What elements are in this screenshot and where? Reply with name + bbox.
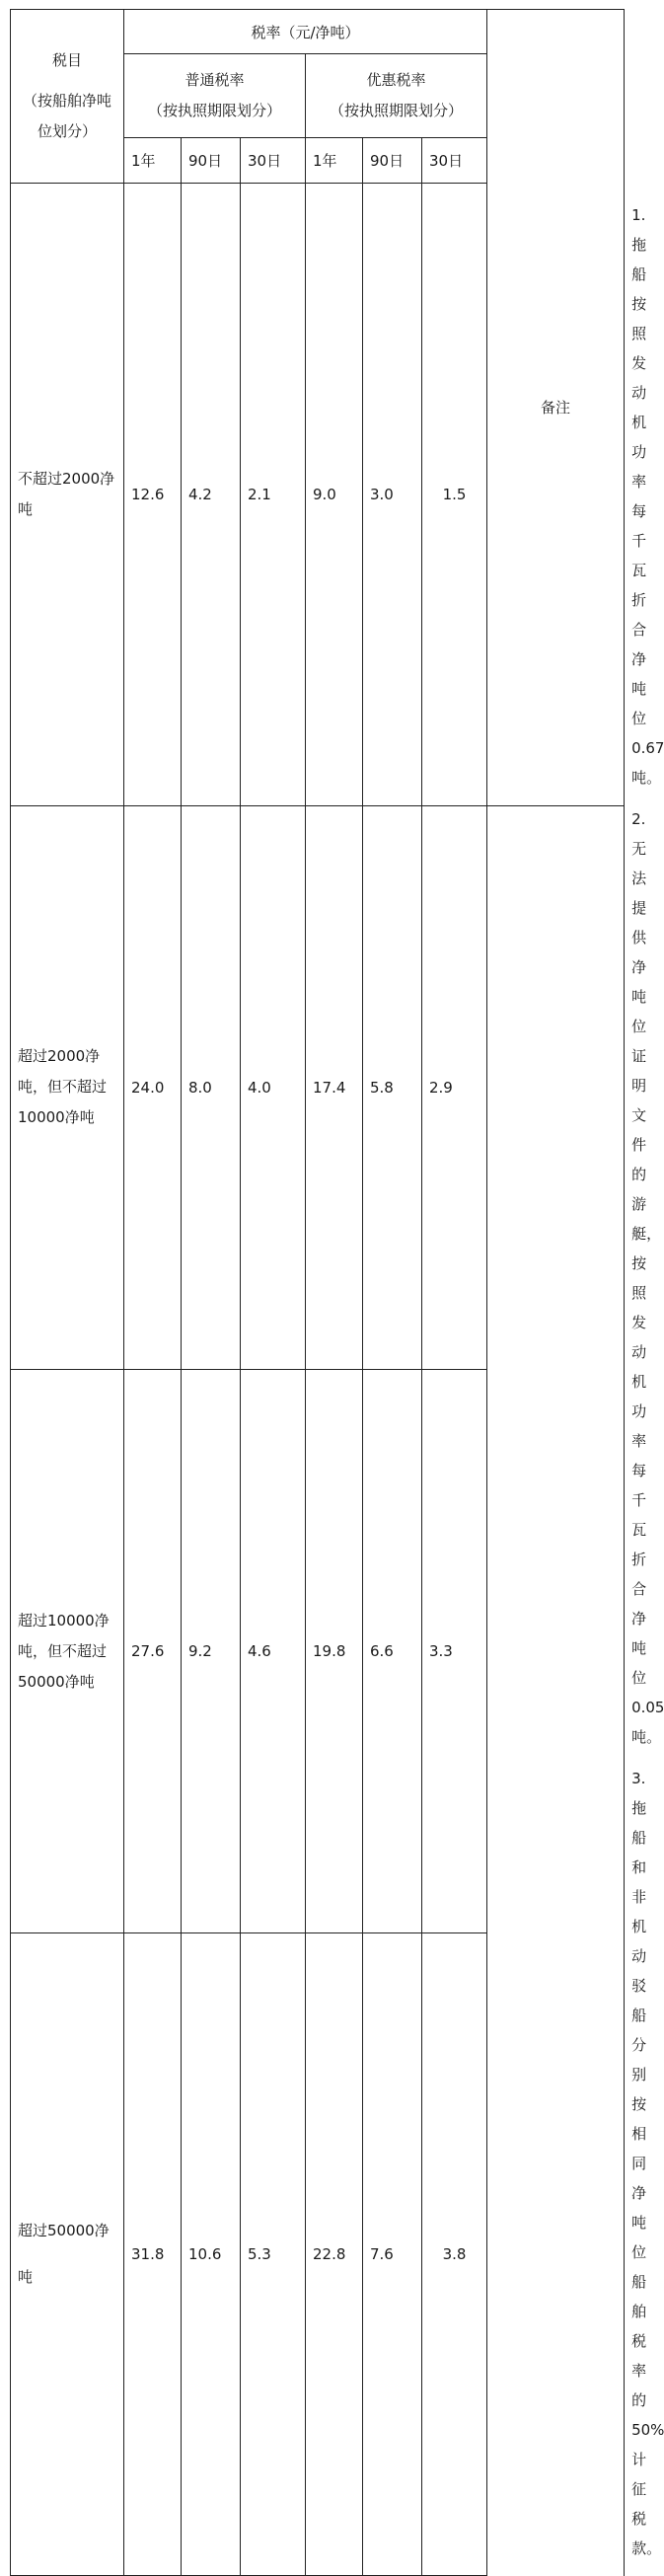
table-cell: 8.0 [182, 805, 241, 1369]
note-line: 净吨位船舶税率 [631, 2184, 647, 2380]
table-cell: 2.9 [422, 805, 487, 1369]
period-header: 90日 [182, 138, 241, 184]
row-label-line: 不超过2000净 [18, 469, 115, 488]
period-header: 30日 [422, 138, 487, 184]
tax-rate-header: 税率（元/净吨） [124, 10, 487, 54]
preferential-rate-note: （按执照期限划分） [330, 102, 464, 119]
regular-rate-note: （按执照期限划分） [147, 102, 281, 119]
regular-rate-title: 普通税率 [184, 71, 245, 89]
row-label [11, 184, 124, 806]
note-line: 机功率每千瓦折 [631, 414, 647, 609]
table-cell: 3.0 [363, 184, 422, 806]
note-line: 艇，按照发动机 [631, 1225, 662, 1391]
table-cell: 4.2 [182, 184, 241, 806]
row-label-line: 50000净吨 [18, 1672, 95, 1691]
row-label [11, 805, 124, 1369]
note-line: 净吨位0.05吨。 [631, 1610, 664, 1746]
row-label [11, 1370, 124, 1933]
table-cell: 4.0 [241, 805, 306, 1369]
table-cell: 19.8 [306, 1370, 363, 1933]
table-cell: 9.2 [182, 1370, 241, 1933]
table-cell: 24.0 [124, 805, 182, 1369]
row-label-line: 超过50000净 [18, 2222, 110, 2240]
note-line: 合净吨位0.67 [631, 621, 664, 757]
row-label-line: 吨 [18, 499, 34, 518]
note-line: 吨。 [631, 769, 662, 787]
table-cell: 9.0 [306, 184, 363, 806]
period-header: 30日 [241, 138, 306, 184]
tonnage-tax-table [10, 9, 664, 2576]
row-label-line: 吨，但不超过 [18, 1078, 108, 1097]
period-header: 90日 [363, 138, 422, 184]
table-cell: 3.3 [422, 1370, 487, 1933]
table-cell: 3.8 [422, 1933, 487, 2576]
preferential-rate-header [306, 54, 487, 138]
table-cell: 4.6 [241, 1370, 306, 1933]
table-cell: 7.6 [363, 1933, 422, 2576]
table-cell: 10.6 [182, 1933, 241, 2576]
note-line: 驳船分别按相同 [631, 1977, 647, 2172]
tax-item-note-line2: 位划分） [37, 122, 97, 140]
table-cell: 17.4 [306, 805, 363, 1369]
tax-item-title: 税目 [51, 51, 82, 69]
row-label-line: 10000净吨 [18, 1108, 95, 1127]
tax-item-header [11, 10, 124, 184]
note-line: 位证明文件的游 [631, 1018, 647, 1213]
period-header: 1年 [306, 138, 363, 184]
note-line: 功率每千瓦折合 [631, 1402, 647, 1598]
row-label-line: 吨 [18, 2268, 34, 2287]
row-label-line: 超过2000净 [18, 1047, 101, 1066]
period-header: 1年 [124, 138, 182, 184]
table-cell: 1.5 [422, 184, 487, 806]
note-line: 3.拖船和非机动 [631, 1770, 647, 1965]
note-line: 的50%计征税 [631, 2391, 664, 2528]
table-cell: 6.6 [363, 1370, 422, 1933]
table-cell: 31.8 [124, 1933, 182, 2576]
row-label-line: 吨，但不超过 [18, 1641, 108, 1660]
table-cell: 2.1 [241, 184, 306, 806]
remarks-header: 备注 [487, 10, 625, 806]
note-line: 款。 [631, 2539, 662, 2557]
table-cell: 5.3 [241, 1933, 306, 2576]
tax-item-note-line1: （按船舶净吨 [22, 92, 111, 110]
row-label-line: 超过10000净 [18, 1611, 110, 1629]
table-cell: 12.6 [124, 184, 182, 806]
note-line: 1.拖船按照发动 [631, 206, 647, 402]
table-cell: 5.8 [363, 805, 422, 1369]
table-cell: 27.6 [124, 1370, 182, 1933]
preferential-rate-title: 优惠税率 [366, 71, 426, 89]
row-label [11, 1933, 124, 2576]
table-cell: 22.8 [306, 1933, 363, 2576]
regular-rate-header [124, 54, 306, 138]
note-line: 2.无法提供净吨 [631, 810, 647, 1006]
